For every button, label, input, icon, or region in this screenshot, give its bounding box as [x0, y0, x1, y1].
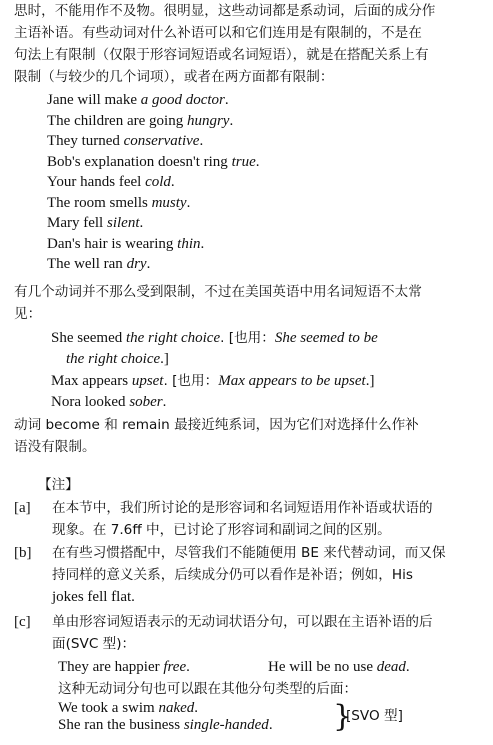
note-c-mark: [c] [14, 614, 31, 630]
example-sentence: Jane will make a good doctor. [47, 92, 229, 108]
example-sentence-continuation: the right choice.] [66, 351, 169, 367]
note-a-line-2: 现象。在 7.6ff 中，已讨论了形容词和副词之间的区别。 [52, 522, 391, 538]
para3-line-1: 动词 become 和 remain 最接近纯系词，因为它们对选择什么作补 [14, 417, 419, 433]
note-a-line-1: 在本节中，我们所讨论的是形容词和名词短语用作补语或状语的 [52, 500, 433, 516]
note-b-line-2: 持同样的意义关系，后续成分仍可以看作是补语；例如，His [52, 567, 413, 583]
note-b-line-1: 在有些习惯搭配中，尽管我们不能随便用 BE 来代替动词，而又保 [52, 545, 446, 561]
para2-line-1: 有几个动词并不那么受到限制，不过在美国英语中用名词短语不太常 [14, 284, 422, 300]
example-sentence: Your hands feel cold. [47, 174, 175, 190]
para2-line-2: 见： [14, 306, 42, 322]
notes-heading: 【注】 [38, 477, 79, 493]
intro-line-1: 思时，不能用作不及物。很明显，这些动词都是系动词，后面的成分作 [14, 3, 436, 19]
example-sentence: The well ran dry. [47, 256, 151, 272]
example-sentence: Dan's hair is wearing thin. [47, 235, 205, 252]
note-b-line-3: jokes fell flat. [52, 589, 135, 605]
example-sentence: The room smells musty. [47, 194, 191, 211]
note-c-line-3: 这种无动词分句也可以跟在其他分句类型的后面： [58, 681, 358, 697]
note-c-line-2: 面(SVC 型)： [52, 636, 136, 652]
example-sentence: We took a swim naked. [58, 700, 199, 716]
example-sentence: Nora looked sober. [51, 394, 167, 410]
example-sentence: Max appears upset. [也用：Max appears to be upset.] [51, 373, 375, 389]
example-sentence: He will be no use dead. [268, 659, 410, 675]
example-sentence: She seemed the right choice. [也用：She seemed to be [51, 330, 378, 346]
grouping-brace: } [333, 699, 353, 734]
note-c-line-1: 单由形容词短语表示的无动词状语分句，可以跟在主语补语的后 [52, 614, 433, 630]
note-a-mark: [a] [14, 500, 31, 516]
intro-line-3: 句法上有限制（仅限于形容词短语或名词短语），就是在搭配关系上有 [14, 47, 429, 63]
intro-line-2: 主语补语。有些动词对什么补语可以和它们连用是有限制的，不是在 [14, 25, 422, 41]
intro-line-4: 限制（与较少的几个词项），或者在两方面都有限制： [14, 69, 334, 85]
para3-line-2: 语没有限制。 [14, 439, 96, 455]
example-sentence: They are happier free. [58, 659, 190, 675]
example-sentence: She ran the business single-handed. [58, 717, 273, 733]
example-sentence: They turned conservative. [47, 133, 204, 149]
example-sentence: Bob's explanation doesn't ring true. [47, 153, 260, 170]
example-sentence: The children are going hungry. [47, 112, 234, 129]
example-sentence: Mary fell silent. [47, 215, 144, 231]
note-b-mark: [b] [14, 545, 32, 561]
svo-type-label: [SVO 型] [346, 708, 403, 724]
